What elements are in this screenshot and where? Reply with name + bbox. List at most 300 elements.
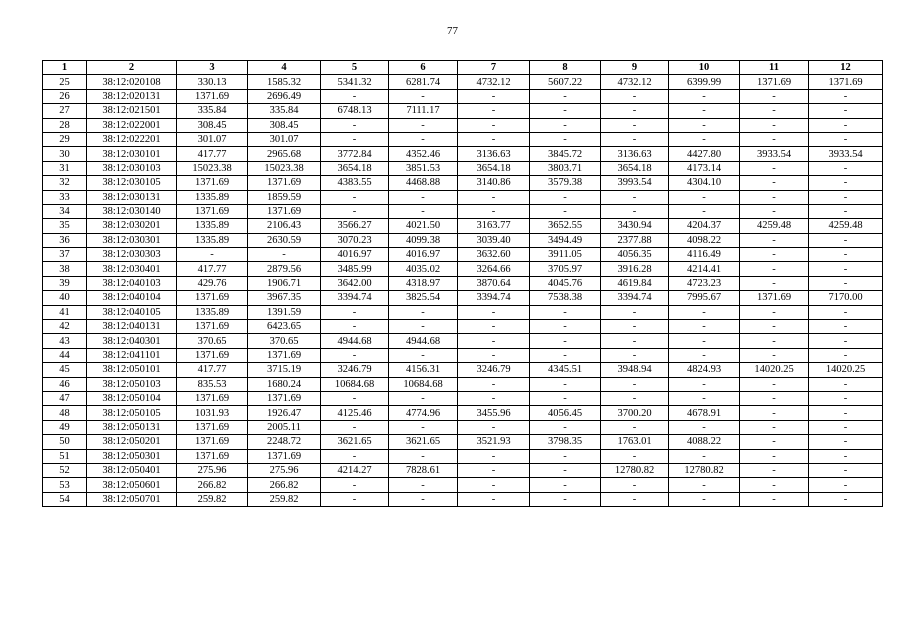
table-cell: 38:12:040131 [87,320,177,334]
table-cell: - [530,320,601,334]
table-row [43,118,883,132]
table-cell: - [809,435,883,449]
table-cell: 1859.59 [248,190,321,204]
table-cell: 3246.79 [321,363,389,377]
table-cell: 2248.72 [248,435,321,449]
table-cell: 1371.69 [740,291,809,305]
table-cell: - [809,420,883,434]
table-cell: - [389,492,458,506]
table-cell: 4016.97 [389,248,458,262]
table-cell: - [809,377,883,391]
table-cell: 6399.99 [669,75,740,89]
table-cell: 28 [43,118,87,132]
table-cell: 15023.38 [177,161,248,175]
table-cell: - [530,391,601,405]
table-cell: 1335.89 [177,233,248,247]
table-cell: - [389,89,458,103]
table-cell: 1335.89 [177,305,248,319]
table-cell: 10684.68 [321,377,389,391]
table-cell: 1371.69 [248,204,321,218]
table-cell: 38:12:041101 [87,348,177,362]
table-cell: 1391.59 [248,305,321,319]
table-cell: - [740,391,809,405]
table-cell: - [530,377,601,391]
table-cell: 43 [43,334,87,348]
table-cell: 4345.51 [530,363,601,377]
table-cell: 3494.49 [530,233,601,247]
table-cell: 34 [43,204,87,218]
table-cell: 3394.74 [458,291,530,305]
table-cell: 25 [43,75,87,89]
table-cell: - [740,104,809,118]
table-cell: 4214.27 [321,463,389,477]
table-cell: - [809,89,883,103]
table-row [43,89,883,103]
table-cell: - [809,132,883,146]
column-header: 3 [177,61,248,75]
table-cell: - [530,132,601,146]
table-cell: 38:12:022201 [87,132,177,146]
table-cell: 45 [43,363,87,377]
table-row [43,147,883,161]
table-cell: - [321,391,389,405]
table-cell: - [321,132,389,146]
table-cell: 308.45 [248,118,321,132]
table-cell: 3394.74 [321,291,389,305]
table-cell: - [669,377,740,391]
table-cell: 5607.22 [530,75,601,89]
table-cell: 2106.43 [248,219,321,233]
table-cell: 3264.66 [458,262,530,276]
table-row [43,104,883,118]
table-cell: 370.65 [177,334,248,348]
table-cell: 42 [43,320,87,334]
table-row [43,449,883,463]
table-row [43,492,883,506]
table-cell: 7538.38 [530,291,601,305]
table-cell: - [601,348,669,362]
table-cell: 4774.96 [389,406,458,420]
table-cell: - [321,305,389,319]
table-cell: - [321,348,389,362]
table-cell: - [458,89,530,103]
table-cell: 259.82 [248,492,321,506]
table-cell: 330.13 [177,75,248,89]
table-cell: 4944.68 [321,334,389,348]
table-cell: 4056.35 [601,248,669,262]
table-cell: 2630.59 [248,233,321,247]
table-cell: 3485.99 [321,262,389,276]
table-cell: 308.45 [177,118,248,132]
table-cell: 38:12:020108 [87,75,177,89]
table-cell: 1371.69 [248,348,321,362]
table-row [43,478,883,492]
table-cell: 4318.97 [389,276,458,290]
table-cell: - [321,420,389,434]
table-cell: 3933.54 [740,147,809,161]
table-cell: 3430.94 [601,219,669,233]
table-cell: - [321,118,389,132]
table-cell: 3772.84 [321,147,389,161]
table-cell: - [740,176,809,190]
table-cell: 7111.17 [389,104,458,118]
table-cell: - [601,104,669,118]
table-cell: 7828.61 [389,463,458,477]
table-cell: 3967.35 [248,291,321,305]
table-cell: 3579.38 [530,176,601,190]
table-cell: - [601,132,669,146]
table-cell: - [809,320,883,334]
table-cell: 4619.84 [601,276,669,290]
table-cell: - [740,276,809,290]
table-cell: 38:12:030131 [87,190,177,204]
table-cell: - [669,204,740,218]
table-cell: - [740,348,809,362]
table-cell: 38:12:050101 [87,363,177,377]
table-cell: - [809,492,883,506]
table-row [43,435,883,449]
table-cell: - [248,248,321,262]
table-row [43,363,883,377]
table-cell: 259.82 [177,492,248,506]
table-cell: 40 [43,291,87,305]
table-cell: - [740,262,809,276]
table-cell: 3993.54 [601,176,669,190]
table-body [43,75,883,507]
table-cell: 429.76 [177,276,248,290]
table-cell: 3825.54 [389,291,458,305]
table-cell: 301.07 [248,132,321,146]
table-cell: 1926.47 [248,406,321,420]
table-cell: - [740,248,809,262]
table-cell: - [669,449,740,463]
table-cell: - [809,406,883,420]
table-row [43,132,883,146]
table-cell: 1906.71 [248,276,321,290]
table-cell: 35 [43,219,87,233]
table-cell: - [530,348,601,362]
table-cell: 10684.68 [389,377,458,391]
table-cell: 52 [43,463,87,477]
table-cell: 3798.35 [530,435,601,449]
table-cell: - [669,348,740,362]
table-cell: 2005.11 [248,420,321,434]
table-cell: 1335.89 [177,190,248,204]
table-cell: 3705.97 [530,262,601,276]
table-cell: - [601,391,669,405]
table-cell: 38:12:040104 [87,291,177,305]
table-row [43,320,883,334]
table-cell: - [809,391,883,405]
table-cell: - [321,190,389,204]
table-cell: - [809,161,883,175]
table-cell: - [601,118,669,132]
table-row [43,334,883,348]
table-cell: - [669,334,740,348]
table-cell: 3070.23 [321,233,389,247]
table-cell: - [458,118,530,132]
table-cell: - [740,377,809,391]
table-cell: 275.96 [177,463,248,477]
table-row [43,348,883,362]
table-cell: 3845.72 [530,147,601,161]
table-cell: 38:12:030140 [87,204,177,218]
table-cell: - [809,104,883,118]
table-cell: 1371.69 [177,89,248,103]
table-cell: 1371.69 [177,320,248,334]
table-cell: 3566.27 [321,219,389,233]
table-cell: - [458,348,530,362]
table-cell: 4099.38 [389,233,458,247]
table-cell: - [530,118,601,132]
header-row [43,61,883,75]
table-cell: 1371.69 [177,420,248,434]
table-cell: 3140.86 [458,176,530,190]
table-cell: 417.77 [177,147,248,161]
table-cell: - [669,420,740,434]
table-cell: 38:12:030303 [87,248,177,262]
table-cell: 41 [43,305,87,319]
table-row [43,248,883,262]
table-row [43,190,883,204]
column-header: 2 [87,61,177,75]
table-cell: - [530,89,601,103]
table-cell: 4732.12 [601,75,669,89]
table-cell: - [321,478,389,492]
table-cell: 14020.25 [740,363,809,377]
table-cell: - [669,132,740,146]
page-number: 77 [447,25,458,37]
table-cell: 266.82 [248,478,321,492]
table-cell: 26 [43,89,87,103]
table-cell: - [458,204,530,218]
table-cell: - [809,118,883,132]
table-cell: 1680.24 [248,377,321,391]
table-cell: 31 [43,161,87,175]
column-header: 1 [43,61,87,75]
table-cell: 3654.18 [601,161,669,175]
table-cell: 4035.02 [389,262,458,276]
table-cell: 1371.69 [177,348,248,362]
table-cell: 38:12:050601 [87,478,177,492]
table-cell: 3621.65 [321,435,389,449]
table-cell: 417.77 [177,363,248,377]
table-cell: - [740,420,809,434]
table-cell: - [740,89,809,103]
table-cell: 38:12:050104 [87,391,177,405]
table-cell: 4125.46 [321,406,389,420]
table-cell: 1335.89 [177,219,248,233]
table-cell: 3803.71 [530,161,601,175]
table-cell: 275.96 [248,463,321,477]
table-cell: 46 [43,377,87,391]
table-cell: 4088.22 [669,435,740,449]
table-row [43,391,883,405]
table-cell: - [740,406,809,420]
table-cell: - [669,89,740,103]
table-cell: 2879.56 [248,262,321,276]
table-cell: - [458,305,530,319]
table-cell: 38:12:050701 [87,492,177,506]
table-cell: 1371.69 [248,449,321,463]
table-cell: - [458,420,530,434]
table-cell: - [530,463,601,477]
table-cell: - [809,348,883,362]
table-cell: 6281.74 [389,75,458,89]
table-cell: 301.07 [177,132,248,146]
table-cell: - [740,118,809,132]
table-cell: 38:12:050401 [87,463,177,477]
table-cell: 4156.31 [389,363,458,377]
table-cell: - [530,305,601,319]
table-cell: 38:12:040105 [87,305,177,319]
table-cell: - [530,104,601,118]
table-cell: 38:12:030101 [87,147,177,161]
table-cell: 1371.69 [177,204,248,218]
table-cell: 14020.25 [809,363,883,377]
table-cell: 3933.54 [809,147,883,161]
table-cell: - [669,478,740,492]
table-cell: - [389,320,458,334]
table-cell: 48 [43,406,87,420]
table-cell: - [669,190,740,204]
table-cell: 4116.49 [669,248,740,262]
table-cell: - [809,276,883,290]
table-cell: - [458,492,530,506]
column-header: 7 [458,61,530,75]
table-cell: - [740,435,809,449]
table-cell: - [601,334,669,348]
table-cell: 3916.28 [601,262,669,276]
table-cell: 4383.55 [321,176,389,190]
table-cell: 4016.97 [321,248,389,262]
table-cell: 38:12:050131 [87,420,177,434]
table-cell: 5341.32 [321,75,389,89]
table-cell: 3700.20 [601,406,669,420]
table-cell: 3654.18 [458,161,530,175]
table-cell: - [809,190,883,204]
table-cell: - [321,449,389,463]
table-cell: - [530,204,601,218]
table-cell: 38:12:050201 [87,435,177,449]
table-cell: 38:12:030401 [87,262,177,276]
table-cell: - [458,132,530,146]
table-cell: - [458,463,530,477]
table-row [43,276,883,290]
table-row [43,75,883,89]
table-cell: - [601,377,669,391]
table-cell: 6748.13 [321,104,389,118]
table-cell: - [601,420,669,434]
table-cell: 53 [43,478,87,492]
table-cell: - [669,305,740,319]
table-cell: 38:12:040103 [87,276,177,290]
table-cell: 38:12:030201 [87,219,177,233]
table-cell: 1371.69 [177,391,248,405]
table-cell: 1371.69 [177,291,248,305]
table-cell: 38:12:021501 [87,104,177,118]
table-cell: 38:12:022001 [87,118,177,132]
table-row [43,176,883,190]
table-cell: - [809,305,883,319]
table-cell: 4045.76 [530,276,601,290]
table-cell: - [389,420,458,434]
table-cell: - [389,305,458,319]
table-cell: 4723.23 [669,276,740,290]
table-cell: - [601,190,669,204]
table-row [43,420,883,434]
table-cell: 4259.48 [740,219,809,233]
table-cell: - [740,334,809,348]
table-cell: 44 [43,348,87,362]
table-cell: 335.84 [177,104,248,118]
table-row [43,262,883,276]
table-row [43,406,883,420]
table-cell: 4098.22 [669,233,740,247]
table-cell: 38:12:040301 [87,334,177,348]
table-cell: - [458,391,530,405]
table-cell: - [669,492,740,506]
table-cell: - [601,305,669,319]
table-cell: - [458,190,530,204]
column-header: 5 [321,61,389,75]
table-cell: 15023.38 [248,161,321,175]
table-cell: 1031.93 [177,406,248,420]
table-cell: 38:12:050301 [87,449,177,463]
table-cell: - [601,492,669,506]
table-cell: - [740,492,809,506]
table-cell: - [530,449,601,463]
table-cell: - [530,190,601,204]
table-cell: - [809,449,883,463]
table-cell: - [458,334,530,348]
table-cell: 4304.10 [669,176,740,190]
table-cell: - [740,190,809,204]
table-cell: - [669,118,740,132]
table-cell: 32 [43,176,87,190]
table-cell: 3948.94 [601,363,669,377]
table-cell: - [809,233,883,247]
table-cell: 38:12:030105 [87,176,177,190]
table-cell: 12780.82 [601,463,669,477]
table-cell: 1371.69 [177,435,248,449]
table-cell: - [740,320,809,334]
table-cell: 51 [43,449,87,463]
table-cell: 3394.74 [601,291,669,305]
table-cell: 38:12:030301 [87,233,177,247]
table-row [43,233,883,247]
table-cell: - [389,118,458,132]
table-cell: 335.84 [248,104,321,118]
table-cell: - [321,204,389,218]
table-cell: 3652.55 [530,219,601,233]
table-cell: 3632.60 [458,248,530,262]
table-cell: 3455.96 [458,406,530,420]
data-table [42,60,883,507]
table-cell: - [389,204,458,218]
table-cell: - [458,478,530,492]
table-cell: 47 [43,391,87,405]
column-header: 9 [601,61,669,75]
table-cell: 4021.50 [389,219,458,233]
table-cell: 36 [43,233,87,247]
table-cell: 1371.69 [248,176,321,190]
table-cell: 54 [43,492,87,506]
table-cell: 3654.18 [321,161,389,175]
table-cell: 3642.00 [321,276,389,290]
table-cell: - [669,320,740,334]
table-cell: 3039.40 [458,233,530,247]
